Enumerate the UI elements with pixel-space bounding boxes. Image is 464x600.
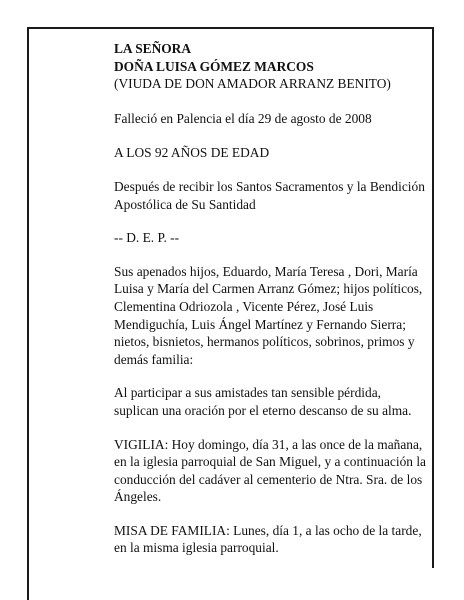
- death-notice: Falleció en Palencia el día 29 de agosto de 2008: [114, 110, 372, 126]
- prayer-request-paragraph: Al participar a sus amistades tan sensible pérdida, suplican una oración por el eterno descanso de su alma.: [114, 385, 412, 418]
- border-right: [432, 28, 434, 568]
- family-mass-paragraph: MISA DE FAMILIA: Lunes, día 1, a las ocho de la tarde, en la misma iglesia parroquial.: [114, 522, 422, 556]
- border-left: [27, 28, 29, 600]
- title-line-1: LA SEÑORA: [114, 41, 192, 56]
- deceased-name: DOÑA LUISA GÓMEZ MARCOS: [114, 58, 314, 74]
- border-top: [27, 27, 434, 29]
- vigil-paragraph: VIGILIA: Hoy domingo, día 31, a las once de la mañana, en la iglesia parroquial de San Miguel, y a continuación la conducción del cadáver al cementerio de Ntra. Sra. de los Ángeles.: [114, 436, 426, 505]
- family-paragraph: Sus apenados hijos, Eduardo, María Teresa , Dori, María Luisa y María del Carmen Arranz Gómez; hijos políticos, Clementina Odriozola , Vicente Pérez, José Luis Mendiguchía, Luis Ángel Martínez y Fernando Sierra; nietos, bisnietos, hermanos políticos, sobrinos, primos y demás familia:: [114, 263, 423, 367]
- age-line: A LOS 92 AÑOS DE EDAD: [114, 145, 270, 161]
- sacraments-paragraph: Después de recibir los Santos Sacramentos y la Bendición Apostólica de Su Santidad: [114, 178, 425, 212]
- widow-line: (VIUDA DE DON AMADOR ARRANZ BENITO): [114, 76, 391, 92]
- obituary-text: [114, 40, 426, 557]
- dep-line: -- D. E. P. --: [114, 230, 180, 246]
